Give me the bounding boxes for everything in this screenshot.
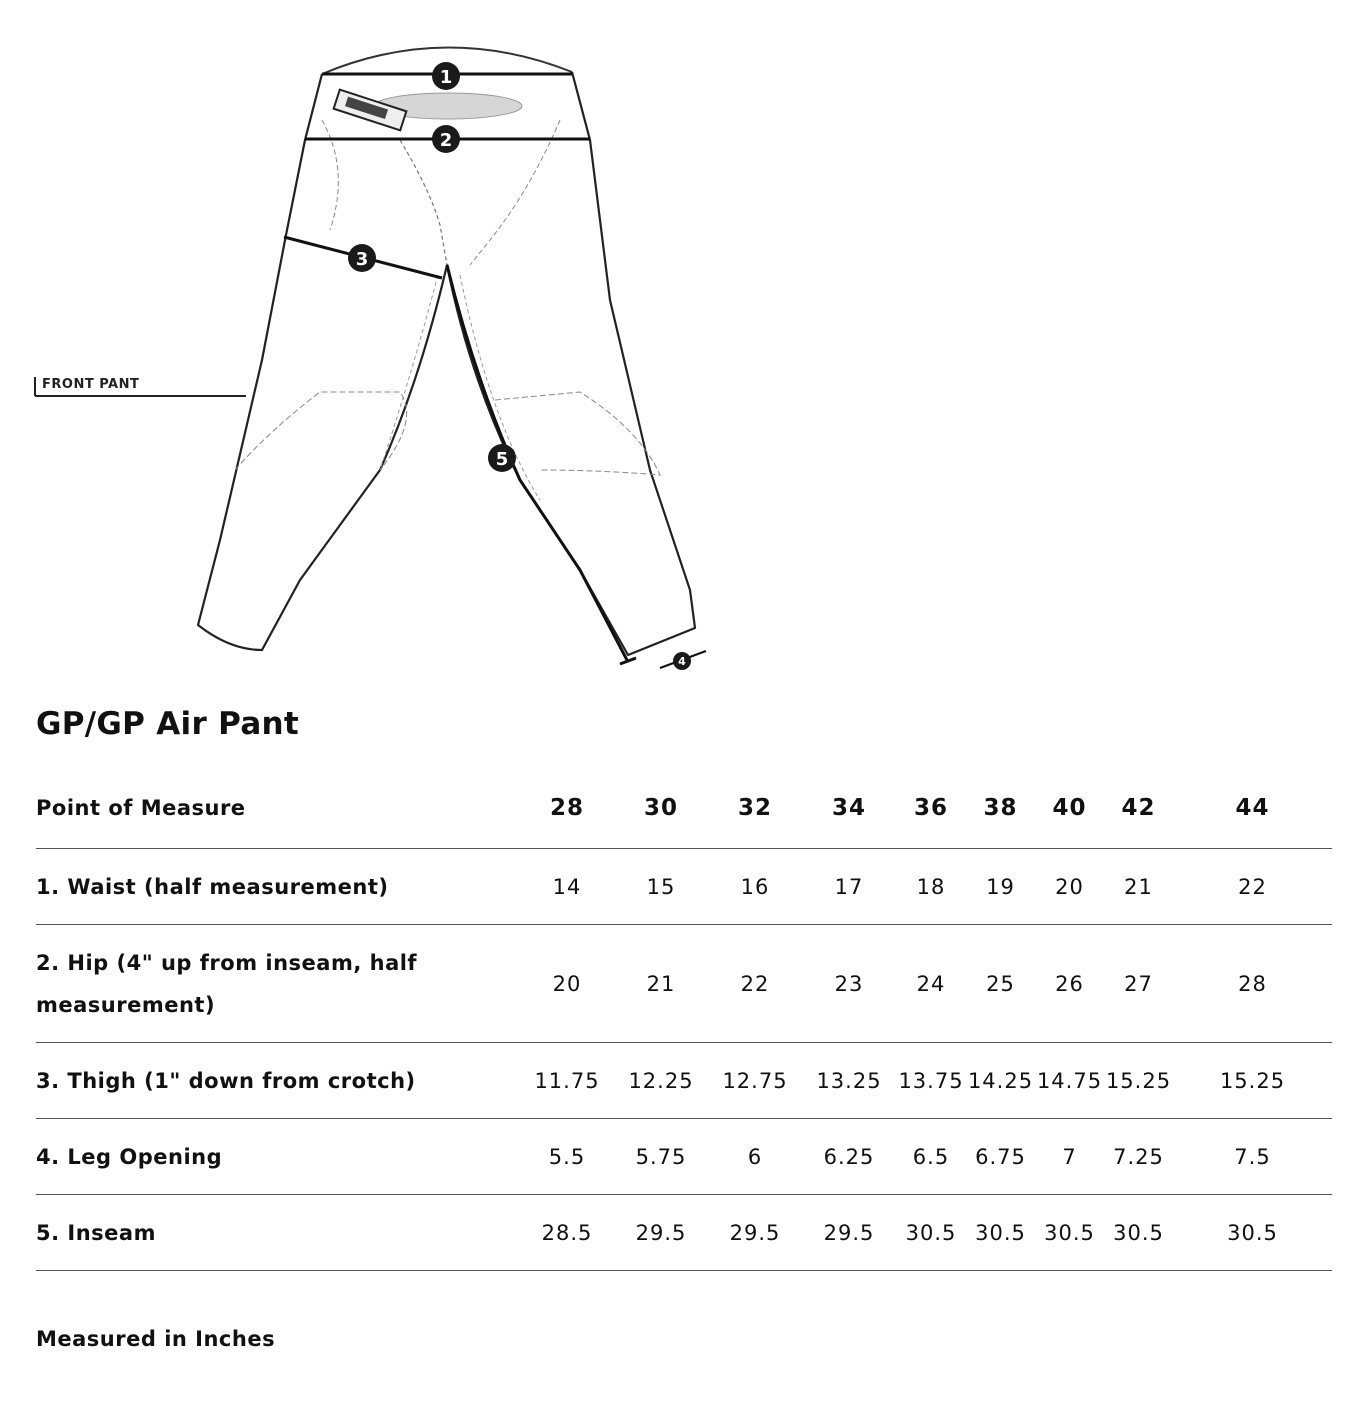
size-header: 38 [966,768,1035,849]
table-cell: 20 [520,925,614,1043]
row-label: 4. Leg Opening [36,1119,520,1195]
table-cell: 6 [708,1119,802,1195]
row-label: 3. Thigh (1" down from crotch) [36,1043,520,1119]
table-cell: 29.5 [802,1195,896,1271]
marker-5 [488,444,516,472]
size-header: 36 [896,768,966,849]
pant-measurement-diagram [0,0,800,700]
table-cell: 25 [966,925,1035,1043]
table-cell: 22 [708,925,802,1043]
size-header: 44 [1173,768,1332,849]
table-cell: 30.5 [1035,1195,1104,1271]
table-cell: 27 [1104,925,1173,1043]
marker-2 [432,125,460,153]
table-cell: 5.75 [614,1119,708,1195]
table-cell: 11.75 [520,1043,614,1119]
chart-title: GP/GP Air Pant [36,706,300,742]
svg-text:4: 4 [678,655,686,668]
table-cell: 14.25 [966,1043,1035,1119]
table-cell: 7.5 [1173,1119,1332,1195]
table-cell: 18 [896,849,966,925]
table-cell: 29.5 [708,1195,802,1271]
marker-1 [432,62,460,90]
table-cell: 7.25 [1104,1119,1173,1195]
table-cell: 26 [1035,925,1104,1043]
table-cell: 21 [614,925,708,1043]
table-cell: 30.5 [1104,1195,1173,1271]
pant-outline [198,72,695,655]
table-cell: 24 [896,925,966,1043]
size-header-row [36,768,1332,849]
table-cell: 30.5 [896,1195,966,1271]
front-pant-callout [35,377,246,396]
front-pant-label: FRONT PANT [42,377,140,392]
table-cell: 15.25 [1104,1043,1173,1119]
table-cell: 30.5 [1173,1195,1332,1271]
point-of-measure-header: Point of Measure [36,768,520,849]
table-cell: 19 [966,849,1035,925]
table-row-thigh [36,1043,1332,1119]
size-header: 28 [520,768,614,849]
table-cell: 7 [1035,1119,1104,1195]
table-row-inseam [36,1195,1332,1271]
table-cell: 16 [708,849,802,925]
table-row-hip [36,925,1332,1043]
table-cell: 28.5 [520,1195,614,1271]
row-label: 2. Hip (4" up from inseam, half measurement) [36,925,520,1043]
svg-text:1: 1 [439,67,453,88]
inseam-measure-line [447,265,628,662]
inner-leg-seam-left [380,275,438,470]
table-cell: 14.75 [1035,1043,1104,1119]
table-cell: 6.5 [896,1119,966,1195]
table-cell: 14 [520,849,614,925]
table-cell: 13.25 [802,1043,896,1119]
table-cell: 12.25 [614,1043,708,1119]
table-cell: 5.5 [520,1119,614,1195]
table-cell: 15.25 [1173,1043,1332,1119]
table-cell: 22 [1173,849,1332,925]
row-label: 5. Inseam [36,1195,520,1271]
size-header: 32 [708,768,802,849]
svg-text:2: 2 [439,130,453,151]
table-cell: 17 [802,849,896,925]
table-cell: 23 [802,925,896,1043]
table-row-leg-opening [36,1119,1332,1195]
svg-text:3: 3 [355,249,369,270]
table-cell: 6.25 [802,1119,896,1195]
marker-3 [348,244,376,272]
belt-buckle-icon [334,90,407,131]
table-cell: 13.75 [896,1043,966,1119]
svg-text:5: 5 [495,449,509,470]
size-header: 34 [802,768,896,849]
table-cell: 12.75 [708,1043,802,1119]
table-row-waist [36,849,1332,925]
table-cell: 21 [1104,849,1173,925]
size-header: 40 [1035,768,1104,849]
pocket-seam-left [322,120,338,230]
table-cell: 20 [1035,849,1104,925]
table-cell: 6.75 [966,1119,1035,1195]
knee-panel-left [235,392,407,470]
table-cell: 15 [614,849,708,925]
pocket-seam-right [470,120,560,265]
marker-4 [673,652,691,670]
fly-seam [400,140,447,265]
size-chart-table [36,768,1332,1271]
table-cell: 30.5 [966,1195,1035,1271]
table-cell: 29.5 [614,1195,708,1271]
size-header: 42 [1104,768,1173,849]
row-label: 1. Waist (half measurement) [36,849,520,925]
table-cell: 28 [1173,925,1332,1043]
size-header: 30 [614,768,708,849]
units-footnote: Measured in Inches [36,1327,276,1351]
